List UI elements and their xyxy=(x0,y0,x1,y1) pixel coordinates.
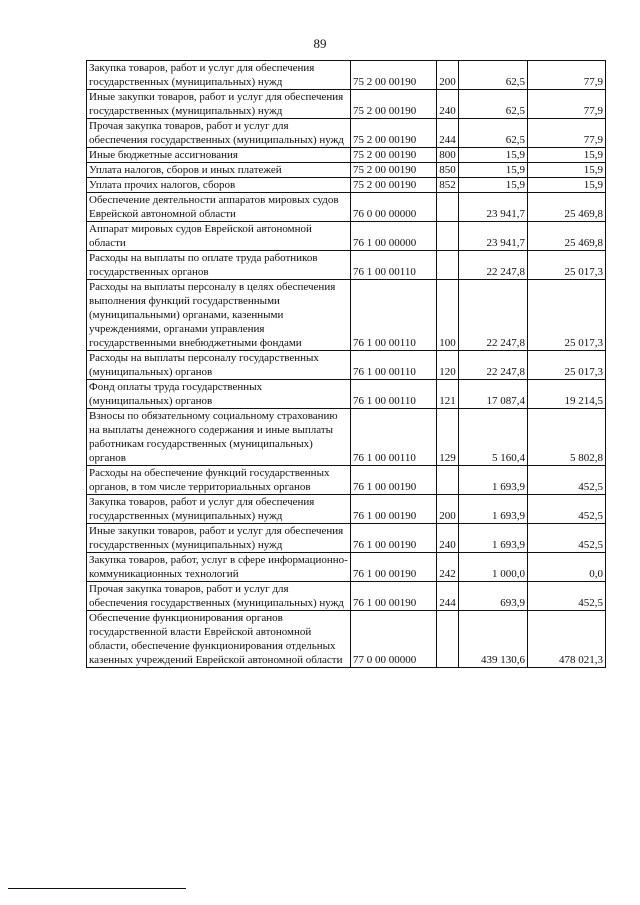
row-value-1-cell: 1 693,9 xyxy=(459,524,528,553)
row-value-2-cell: 452,5 xyxy=(528,582,606,611)
table-row xyxy=(87,495,606,524)
row-code-cell: 76 1 00 00190 xyxy=(351,495,437,524)
row-type-cell: 200 xyxy=(437,61,459,90)
row-code-cell: 76 1 00 00190 xyxy=(351,553,437,582)
row-code-cell: 76 1 00 00190 xyxy=(351,466,437,495)
row-value-2-cell: 25 469,8 xyxy=(528,193,606,222)
row-value-2-cell: 25 469,8 xyxy=(528,222,606,251)
row-value-1-cell: 5 160,4 xyxy=(459,409,528,466)
row-value-1-cell: 22 247,8 xyxy=(459,351,528,380)
row-value-2-cell: 25 017,3 xyxy=(528,351,606,380)
table-row xyxy=(87,193,606,222)
row-code-cell: 76 1 00 00190 xyxy=(351,524,437,553)
row-type-cell: 121 xyxy=(437,380,459,409)
row-value-1-cell: 1 000,0 xyxy=(459,553,528,582)
row-value-1-cell: 15,9 xyxy=(459,178,528,193)
row-type-cell: 242 xyxy=(437,553,459,582)
row-type-cell: 244 xyxy=(437,582,459,611)
table-row xyxy=(87,61,606,90)
row-value-2-cell: 452,5 xyxy=(528,466,606,495)
row-type-cell: 800 xyxy=(437,148,459,163)
row-value-1-cell: 62,5 xyxy=(459,90,528,119)
row-name-cell: Фонд оплаты труда государственных (муниципальных) органов xyxy=(87,380,351,409)
row-code-cell: 75 2 00 00190 xyxy=(351,163,437,178)
row-name-cell: Обеспечение деятельности аппаратов мировых судов Еврейской автономной области xyxy=(87,193,351,222)
row-type-cell xyxy=(437,193,459,222)
row-type-cell: 244 xyxy=(437,119,459,148)
row-code-cell: 76 1 00 00110 xyxy=(351,251,437,280)
table-row xyxy=(87,380,606,409)
row-name-cell: Иные бюджетные ассигнования xyxy=(87,148,351,163)
row-value-2-cell: 77,9 xyxy=(528,119,606,148)
row-code-cell: 76 1 00 00110 xyxy=(351,380,437,409)
row-code-cell: 76 0 00 00000 xyxy=(351,193,437,222)
row-value-1-cell: 693,9 xyxy=(459,582,528,611)
row-type-cell xyxy=(437,222,459,251)
row-name-cell: Взносы по обязательному социальному страхованию на выплаты денежного содержания и иные выплаты работникам государственных (муниципальных) органов xyxy=(87,409,351,466)
row-code-cell: 75 2 00 00190 xyxy=(351,148,437,163)
table-row xyxy=(87,178,606,193)
row-value-2-cell: 5 802,8 xyxy=(528,409,606,466)
row-value-1-cell: 439 130,6 xyxy=(459,611,528,668)
row-code-cell: 76 1 00 00000 xyxy=(351,222,437,251)
row-type-cell: 200 xyxy=(437,495,459,524)
row-code-cell: 76 1 00 00110 xyxy=(351,351,437,380)
row-value-1-cell: 62,5 xyxy=(459,119,528,148)
row-code-cell: 75 2 00 00190 xyxy=(351,61,437,90)
row-name-cell: Иные закупки товаров, работ и услуг для обеспечения государственных (муниципальных) нужд xyxy=(87,524,351,553)
table-row xyxy=(87,466,606,495)
row-code-cell: 77 0 00 00000 xyxy=(351,611,437,668)
table-row xyxy=(87,280,606,351)
table-row xyxy=(87,90,606,119)
row-value-1-cell: 23 941,7 xyxy=(459,193,528,222)
row-type-cell: 240 xyxy=(437,524,459,553)
table-row xyxy=(87,524,606,553)
table-row xyxy=(87,351,606,380)
row-value-2-cell: 25 017,3 xyxy=(528,251,606,280)
row-value-1-cell: 1 693,9 xyxy=(459,495,528,524)
row-type-cell: 240 xyxy=(437,90,459,119)
row-value-2-cell: 25 017,3 xyxy=(528,280,606,351)
row-value-2-cell: 0,0 xyxy=(528,553,606,582)
row-name-cell: Прочая закупка товаров, работ и услуг для обеспечения государственных (муниципальных) нужд xyxy=(87,582,351,611)
row-name-cell: Обеспечение функционирования органов государственной власти Еврейской автономной области, обеспечение функционирования отдельных казенных учреждений Еврейской автономной области xyxy=(87,611,351,668)
row-name-cell: Уплата налогов, сборов и иных платежей xyxy=(87,163,351,178)
row-code-cell: 75 2 00 00190 xyxy=(351,119,437,148)
row-value-2-cell: 15,9 xyxy=(528,148,606,163)
row-name-cell: Расходы на выплаты персоналу государственных (муниципальных) органов xyxy=(87,351,351,380)
row-value-2-cell: 77,9 xyxy=(528,90,606,119)
row-name-cell: Уплата прочих налогов, сборов xyxy=(87,178,351,193)
row-code-cell: 76 1 00 00190 xyxy=(351,582,437,611)
row-value-1-cell: 1 693,9 xyxy=(459,466,528,495)
row-value-1-cell: 62,5 xyxy=(459,61,528,90)
row-value-2-cell: 15,9 xyxy=(528,163,606,178)
row-code-cell: 75 2 00 00190 xyxy=(351,90,437,119)
row-value-2-cell: 15,9 xyxy=(528,178,606,193)
row-code-cell: 76 1 00 00110 xyxy=(351,409,437,466)
table-row xyxy=(87,409,606,466)
row-value-2-cell: 452,5 xyxy=(528,495,606,524)
row-name-cell: Расходы на выплаты по оплате труда работников государственных органов xyxy=(87,251,351,280)
row-value-1-cell: 22 247,8 xyxy=(459,251,528,280)
row-value-2-cell: 452,5 xyxy=(528,524,606,553)
budget-table xyxy=(86,60,606,668)
row-name-cell: Закупка товаров, работ и услуг для обеспечения государственных (муниципальных) нужд xyxy=(87,495,351,524)
row-value-1-cell: 17 087,4 xyxy=(459,380,528,409)
row-value-1-cell: 15,9 xyxy=(459,148,528,163)
row-value-2-cell: 478 021,3 xyxy=(528,611,606,668)
table-row xyxy=(87,163,606,178)
row-name-cell: Закупка товаров, работ и услуг для обеспечения государственных (муниципальных) нужд xyxy=(87,61,351,90)
row-type-cell: 850 xyxy=(437,163,459,178)
row-name-cell: Аппарат мировых судов Еврейской автономной области xyxy=(87,222,351,251)
table-row xyxy=(87,553,606,582)
row-type-cell: 120 xyxy=(437,351,459,380)
row-type-cell: 100 xyxy=(437,280,459,351)
row-value-2-cell: 77,9 xyxy=(528,61,606,90)
row-type-cell xyxy=(437,466,459,495)
row-name-cell: Иные закупки товаров, работ и услуг для обеспечения государственных (муниципальных) нужд xyxy=(87,90,351,119)
row-name-cell: Расходы на выплаты персоналу в целях обеспечения выполнения функций государственными (муниципальными) органами, казенными учреждениями, органами управления государственными внебюджетными фондами xyxy=(87,280,351,351)
row-value-1-cell: 22 247,8 xyxy=(459,280,528,351)
row-name-cell: Прочая закупка товаров, работ и услуг для обеспечения государственных (муниципальных) нужд xyxy=(87,119,351,148)
row-value-2-cell: 19 214,5 xyxy=(528,380,606,409)
table-row xyxy=(87,582,606,611)
footnote-separator xyxy=(8,888,186,889)
page-number: 89 xyxy=(313,36,327,51)
row-type-cell: 852 xyxy=(437,178,459,193)
row-name-cell: Закупка товаров, работ, услуг в сфере информационно-коммуникационных технологий xyxy=(87,553,351,582)
budget-table-body xyxy=(87,61,606,668)
row-code-cell: 75 2 00 00190 xyxy=(351,178,437,193)
row-value-1-cell: 15,9 xyxy=(459,163,528,178)
row-type-cell xyxy=(437,611,459,668)
row-type-cell: 129 xyxy=(437,409,459,466)
table-row xyxy=(87,119,606,148)
table-row xyxy=(87,611,606,668)
table-row xyxy=(87,148,606,163)
table-row xyxy=(87,222,606,251)
row-value-1-cell: 23 941,7 xyxy=(459,222,528,251)
row-name-cell: Расходы на обеспечение функций государственных органов, в том числе территориальных органов xyxy=(87,466,351,495)
row-type-cell xyxy=(437,251,459,280)
row-code-cell: 76 1 00 00110 xyxy=(351,280,437,351)
table-row xyxy=(87,251,606,280)
